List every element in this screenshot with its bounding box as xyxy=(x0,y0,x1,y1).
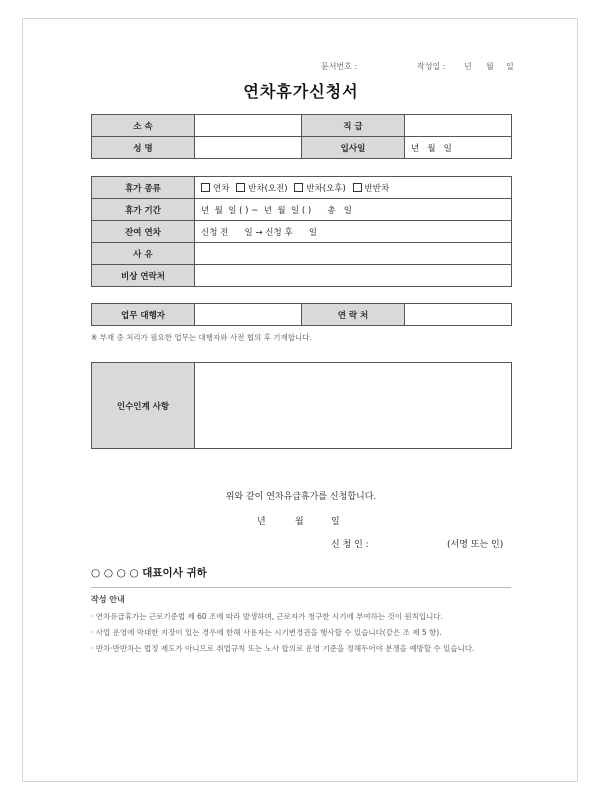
leave-type-label: 휴가 종류 xyxy=(92,177,195,199)
date-month: 월 xyxy=(486,62,494,71)
hire-date-label: 입사일 xyxy=(302,137,405,159)
checkbox-icon xyxy=(201,183,210,192)
applicant-label: 신 청 인 : xyxy=(331,540,369,550)
deputy-table xyxy=(91,303,512,326)
leave-info-table xyxy=(91,176,512,287)
position-label: 직 급 xyxy=(302,115,405,137)
closing-day: 일 xyxy=(331,517,340,527)
emergency-contact-field[interactable] xyxy=(195,265,512,287)
deputy-label: 업무 대행자 xyxy=(92,304,195,326)
signature-note[interactable]: (서명 또는 인) xyxy=(447,540,504,550)
leave-type-option-annual[interactable]: 연차 xyxy=(201,184,229,194)
closing-month: 월 xyxy=(295,517,304,527)
leave-type-option-quarter[interactable]: 반반차 xyxy=(353,184,390,194)
period-label: 휴가 기간 xyxy=(92,199,195,221)
reason-field[interactable] xyxy=(195,243,512,265)
guide-item: · 사업 운영에 막대한 지장이 있는 경우에 한해 사용자는 시기변경권을 행사할 수 있습니다(같은 조 제 5 항). xyxy=(91,628,442,637)
leave-type-options xyxy=(195,177,512,199)
date-year: 년 xyxy=(464,62,472,71)
leave-type-option-half-pm[interactable]: 반차(오후) xyxy=(294,184,345,194)
closing-year: 년 xyxy=(257,517,266,527)
recipient-line: ○ ○ ○ ○ 대표이사 귀하 xyxy=(91,567,207,579)
checkbox-icon xyxy=(294,183,303,192)
handover-field[interactable] xyxy=(195,363,512,449)
page-title: 연차휴가신청서 xyxy=(243,82,359,101)
checkbox-icon xyxy=(353,183,362,192)
hire-date-field[interactable]: 년 월 일 xyxy=(405,137,512,159)
affiliation-label: 소 속 xyxy=(92,115,195,137)
guide-divider xyxy=(91,587,511,588)
affiliation-field[interactable] xyxy=(195,115,302,137)
document-page xyxy=(22,18,578,782)
contact-field[interactable] xyxy=(405,304,512,326)
handover-label: 인수인계 사항 xyxy=(92,363,195,449)
deputy-note: ※ 부재 중 처리가 필요한 업무는 대행자와 사전 협의 후 기재합니다. xyxy=(91,333,312,342)
remaining-label: 잔여 연차 xyxy=(92,221,195,243)
position-field[interactable] xyxy=(405,115,512,137)
handover-table xyxy=(91,362,512,449)
deputy-field[interactable] xyxy=(195,304,302,326)
name-field[interactable] xyxy=(195,137,302,159)
remaining-field[interactable]: 신청 전 일 → 신청 후 일 xyxy=(195,221,512,243)
guide-item: · 연차유급휴가는 근로기준법 제 60 조에 따라 발생하며, 근로자가 청구한 시기에 부여하는 것이 원칙입니다. xyxy=(91,612,443,621)
employee-info-table xyxy=(91,114,512,159)
date-label: 작성일 : xyxy=(417,62,446,71)
doc-number-label: 문서번호 : xyxy=(321,62,358,71)
emergency-contact-label: 비상 연락처 xyxy=(92,265,195,287)
contact-label: 연 락 처 xyxy=(302,304,405,326)
name-label: 성 명 xyxy=(92,137,195,159)
guide-title: 작성 안내 xyxy=(91,595,125,604)
leave-type-option-half-am[interactable]: 반차(오전) xyxy=(236,184,287,194)
date-day: 일 xyxy=(506,62,514,71)
checkbox-icon xyxy=(236,183,245,192)
reason-label: 사 유 xyxy=(92,243,195,265)
period-field[interactable]: 년 월 일 ( ) ~ 년 월 일 ( ) 총 일 xyxy=(195,199,512,221)
application-statement: 위와 같이 연차유급휴가를 신청합니다. xyxy=(225,492,377,502)
guide-item: · 반차·반반차는 법정 제도가 아니므로 취업규칙 또는 노사 합의로 운영 기준을 정해두어야 분쟁을 예방할 수 있습니다. xyxy=(91,644,475,653)
